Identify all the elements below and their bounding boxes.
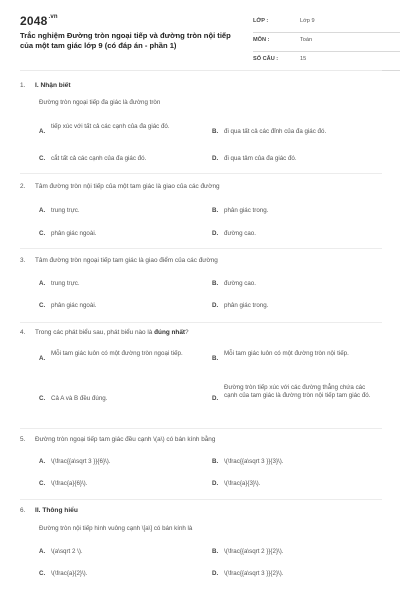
option-letter: B. [212, 207, 219, 214]
option-text: \(\frac{{a\sqrt 3 }}{2}\). [224, 570, 284, 577]
option-letter: B. [212, 280, 219, 287]
question-number: 5. [20, 436, 26, 443]
option-text: \(\frac{a}{2}\). [51, 570, 88, 577]
section-label: II. Thông hiểu [35, 507, 78, 514]
option-text: \(\frac{a}{6}\). [51, 480, 88, 487]
question-text: Đường tròn nội tiếp hình vuông cạnh \[a\] có bán kính là [39, 525, 193, 532]
option-letter: D. [212, 480, 219, 487]
option-letter: C. [39, 230, 46, 237]
option-text: đường cao. [224, 230, 256, 237]
question-number: 2. [20, 183, 26, 190]
question-5 [20, 436, 382, 496]
option-letter: C. [39, 302, 46, 309]
meta-value: Lớp 9 [300, 18, 315, 24]
site-logo[interactable] [20, 14, 58, 28]
question-number: 6. [20, 507, 26, 514]
option-letter: B. [212, 128, 219, 135]
meta-row-subject [253, 33, 400, 52]
question-emphasis: đúng nhất [154, 329, 186, 336]
divider [20, 70, 382, 71]
option-text: \(\frac{{a\sqrt 2 }}{2}\). [224, 548, 284, 555]
meta-value: Toán [300, 37, 313, 43]
option-text: Mỗi tam giác luôn có một đường tròn ngoại tiếp. [51, 350, 183, 357]
option-letter: D. [212, 155, 219, 162]
question-text: Đường tròn ngoại tiếp tam giác đều cạnh \(a\) có bán kính bằng [35, 436, 216, 443]
question-text: Tâm đường tròn nội tiếp của một tam giác là giao của các đường [35, 183, 220, 190]
option-text: \(\frac{{a\sqrt 3 }}{6}\). [51, 458, 111, 465]
option-letter: A. [39, 128, 46, 135]
option-letter: C. [39, 570, 46, 577]
option-text: đi qua tâm của đa giác đó. [224, 155, 297, 162]
option-letter: D. [212, 395, 219, 402]
option-text: phân giác trong. [224, 207, 269, 214]
option-letter: A. [39, 548, 46, 555]
question-number: 1. [20, 82, 26, 89]
section-label: I. Nhận biết [35, 82, 71, 89]
divider [20, 428, 382, 429]
question-text-part: ? [185, 329, 189, 336]
option-text: \(a\sqrt 2 \). [51, 548, 83, 555]
option-text: phân giác trong. [224, 302, 269, 309]
meta-row-class [253, 14, 400, 33]
option-letter: A. [39, 280, 46, 287]
divider [20, 173, 382, 174]
option-text: đi qua tất cả các đỉnh của đa giác đó. [224, 128, 327, 135]
option-text: Đường tròn tiếp xúc với các đường thẳng chứa các cạnh của tam giác là đường tròn nội tiếp tam giác đó. [224, 384, 371, 400]
divider [20, 322, 382, 323]
option-text: đường cao. [224, 280, 256, 287]
option-letter: B. [212, 548, 219, 555]
option-letter: D. [212, 302, 219, 309]
divider [20, 499, 382, 500]
option-letter: C. [39, 155, 46, 162]
page-title: Trắc nghiệm Đường tròn ngoại tiếp và đường tròn nội tiếp của một tam giác lớp 9 (có đáp án - phần 1) [20, 31, 231, 50]
meta-row-count [253, 52, 400, 71]
option-text: \(\frac{{a\sqrt 3 }}{3}\). [224, 458, 284, 465]
option-text: \(\frac{a}{3}\). [224, 480, 261, 487]
option-text: trung trực. [51, 280, 80, 287]
question-number: 3. [20, 257, 26, 264]
option-letter: C. [39, 480, 46, 487]
option-letter: A. [39, 207, 46, 214]
question-2 [20, 183, 382, 243]
question-4 [20, 329, 382, 425]
page-header [20, 14, 382, 74]
option-letter: B. [212, 355, 219, 362]
logo-suffix: .vn [48, 14, 58, 20]
meta-label: LỚP : [253, 18, 269, 24]
option-letter: D. [212, 570, 219, 577]
option-text: phân giác ngoài. [51, 230, 97, 237]
question-text: Đường tròn ngoại tiếp đa giác là đường tròn [39, 99, 161, 106]
option-letter: B. [212, 458, 219, 465]
divider [20, 248, 382, 249]
question-text [35, 329, 380, 336]
question-number: 4. [20, 329, 26, 336]
question-3 [20, 257, 382, 317]
option-letter: A. [39, 458, 46, 465]
option-letter: D. [212, 230, 219, 237]
question-1 [20, 82, 382, 168]
question-text: Tâm đường tròn ngoại tiếp tam giác là giao điểm của các đường [35, 257, 218, 264]
option-text: tiếp xúc với tất cả các cạnh của đa giác đó. [51, 123, 170, 130]
option-text: trung trực. [51, 207, 80, 214]
option-text: Cả A và B đều đúng. [51, 395, 108, 402]
option-text: cắt tất cả các cạnh của đa giác đó. [51, 155, 147, 162]
question-6 [20, 507, 382, 587]
option-letter: A. [39, 355, 46, 362]
meta-label: SỐ CÂU : [253, 56, 279, 62]
meta-info [253, 14, 400, 71]
option-text: phân giác ngoài. [51, 302, 97, 309]
option-text: Mỗi tam giác luôn có một đường tròn nội tiếp. [224, 350, 349, 357]
option-letter: C. [39, 395, 46, 402]
logo-text: 2048 [20, 14, 48, 28]
question-text-part: Trong các phát biểu sau, phát biểu nào là [35, 329, 155, 336]
meta-label: MÔN : [253, 37, 270, 43]
meta-value: 15 [300, 56, 307, 62]
